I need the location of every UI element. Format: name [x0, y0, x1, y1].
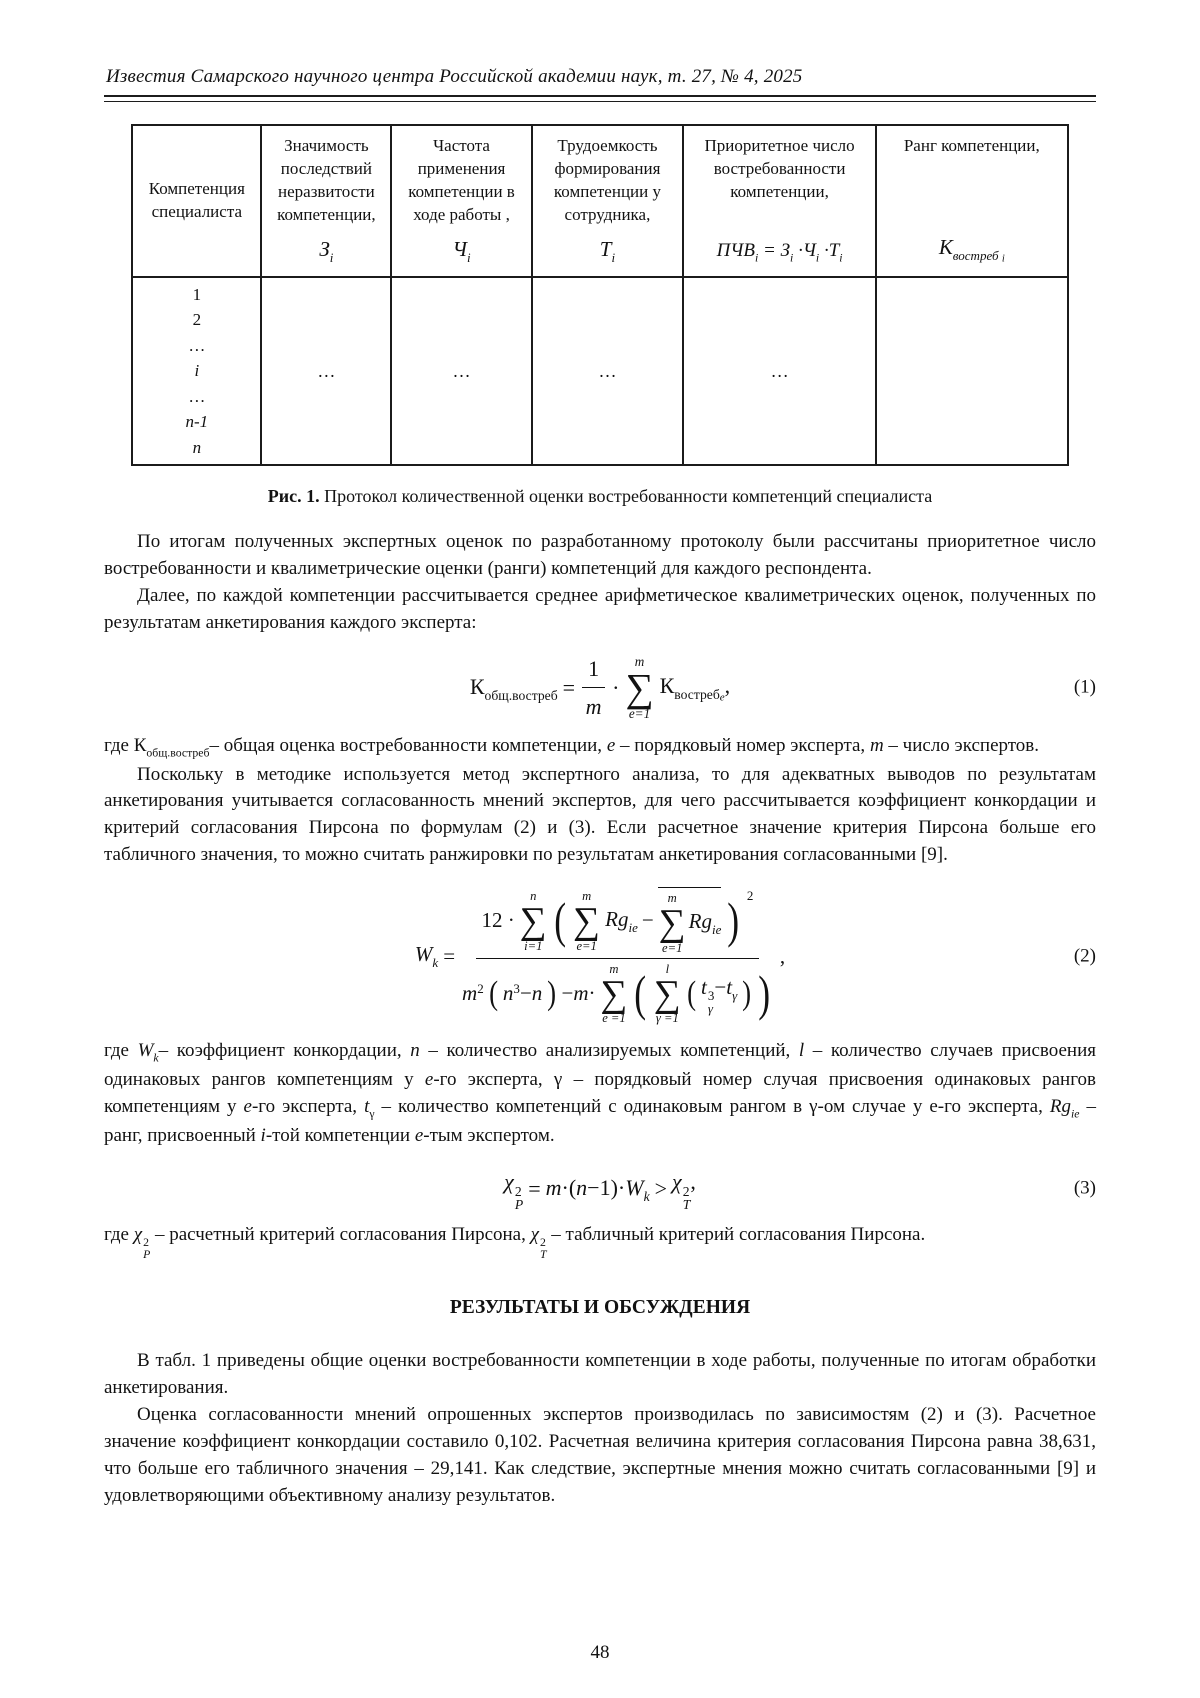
sum-operator: m ∑ e=1 — [658, 891, 686, 955]
text-segment: t — [364, 1095, 370, 1117]
article-body — [104, 529, 1096, 1510]
col-header-symbol — [600, 227, 615, 266]
text-segment: ПЧВ — [716, 239, 755, 261]
col-header-rank — [876, 125, 1068, 277]
text-segment: i — [790, 251, 794, 265]
figure-caption-text: Протокол количественной оценки востребованности компетенций специалиста — [319, 486, 933, 507]
text-segment: i — [260, 1124, 266, 1146]
col-header-priority-number — [683, 125, 876, 277]
math-token: m — [585, 694, 602, 720]
col-header-label: Трудоемкость формирования компетенции у сотрудника, — [553, 136, 661, 224]
text-segment: е — [414, 1124, 424, 1146]
equation-3 — [104, 1166, 1096, 1212]
text-segment: – коэффициент конкордации, — [158, 1039, 411, 1061]
index-line — [133, 333, 260, 359]
eq2-numerator — [476, 887, 760, 959]
text-segment: … — [188, 386, 206, 406]
text-segment: i — [1001, 252, 1005, 264]
text-segment: e — [243, 1095, 252, 1117]
cell-dots: … — [261, 277, 391, 465]
col-header-label: Ранг компетенции, — [903, 136, 1040, 155]
text-segment: 1 — [192, 284, 202, 304]
col-header-symbol — [319, 227, 333, 266]
text-segment: i — [194, 361, 200, 381]
col-header-labor — [532, 125, 684, 277]
text-segment: m — [869, 734, 884, 756]
text-segment: З — [780, 239, 791, 261]
left-paren: ( — [686, 974, 696, 1012]
fig1-protocol-table — [131, 124, 1068, 466]
para-where-eq3 — [104, 1222, 1096, 1260]
math-token: = — [443, 943, 456, 968]
cell-dots: … — [391, 277, 531, 465]
col-header-symbol — [452, 227, 470, 266]
para-average-calc: Далее, по каждой компетенции рассчитывается среднее арифметическое квалиметрических оценок, полученных по результатам анкетирования каждого эксперта: — [104, 585, 1096, 634]
mean-overbar-group — [658, 887, 722, 955]
text-segment: n — [410, 1039, 420, 1061]
equation-number: (2) — [1073, 945, 1096, 967]
text-segment: i — [611, 249, 616, 265]
math-token: 12 · — [481, 908, 515, 933]
text-segment: где — [104, 1039, 138, 1061]
col-header-frequency — [391, 125, 531, 277]
para-table1-ref: В табл. 1 приведены общие оценки востребованности компетенции в ходе работы, полученные по итогам обработки анкетирования. — [104, 1349, 1096, 1398]
math-token: − — [641, 908, 654, 933]
text-segment: 2 T — [539, 1235, 547, 1261]
cell-index-column — [132, 277, 261, 465]
header-rule — [104, 95, 1096, 102]
fraction — [462, 887, 773, 1025]
text-segment: – общая оценка востребованности компетенции, — [209, 734, 607, 756]
index-line — [133, 282, 260, 308]
math-token: $m^2$ — [462, 980, 484, 1006]
text-segment: χ — [530, 1223, 539, 1245]
text-segment: -го эксперта, — [251, 1095, 365, 1117]
text-segment: – табличный критерий согласования Пирсона. — [546, 1223, 926, 1245]
text-segment: e — [424, 1068, 434, 1090]
math-token: = — [562, 675, 576, 701]
sum-operator: l ∑ γ =1 — [653, 962, 681, 1026]
math-token: −m· — [561, 981, 596, 1006]
sum-operator: m ∑ e=1 — [625, 654, 654, 721]
text-segment: востреб — [952, 247, 1002, 263]
math-token: $m\cdot(n-1)\cdot W_k$ — [545, 1174, 650, 1204]
left-paren: ( — [488, 974, 498, 1012]
equation-number: (3) — [1073, 1177, 1096, 1199]
eq1-lhs: $К_{общ.востреб}$ — [469, 673, 558, 703]
right-paren: ) — [742, 974, 752, 1012]
text-segment: = — [758, 239, 781, 261]
text-segment: n — [192, 437, 202, 457]
text-segment: l — [798, 1039, 805, 1061]
text-segment: – порядковый номер эксперта, — [615, 734, 870, 756]
cell-empty — [876, 277, 1068, 465]
text-segment: · — [793, 239, 803, 261]
text-segment: З — [319, 236, 330, 261]
equation-2 — [104, 887, 1096, 1025]
text-segment: – ранг, присвоенный — [104, 1095, 1096, 1146]
left-paren: ( — [554, 893, 566, 949]
eq1-rhs: $К_{востребe}$, — [659, 672, 731, 704]
text-segment: γ — [369, 1107, 375, 1121]
index-line — [133, 409, 260, 435]
col-header-symbol — [939, 225, 1005, 267]
text-segment: n-1 — [185, 412, 209, 432]
figure-caption-label: Рис. 1. — [267, 486, 320, 507]
index-line — [133, 307, 260, 333]
sum-operator: m ∑ e =1 — [600, 962, 628, 1026]
text-segment: где К — [104, 734, 147, 756]
text-segment: … — [188, 335, 206, 355]
section-heading-results: РЕЗУЛЬТАТЫ И ОБСУЖДЕНИЯ — [449, 1297, 751, 1319]
table-header-row — [132, 125, 1067, 277]
page-number: 48 — [590, 1642, 610, 1663]
eq2-denominator — [462, 959, 773, 1026]
text-segment: Rg — [1049, 1095, 1071, 1117]
para-protocol-results: По итогам полученных экспертных оценок по разработанному протоколу были рассчитаны приоритетное число востребованности и квалиметрические оценки (ранги) компетенций для каждого респондента. — [104, 531, 1096, 580]
col-header-label: Значимость последствий неразвитости компетенции, — [277, 136, 376, 224]
para-where-eq1 — [104, 733, 1096, 762]
text-segment: где — [104, 1223, 134, 1245]
right-paren: ) — [727, 893, 740, 949]
text-segment: Ч — [802, 239, 816, 261]
equation-1 — [104, 653, 1096, 722]
col-header-competency — [132, 125, 261, 277]
text-segment: T — [828, 239, 840, 261]
text-segment: – расчетный критерий согласования Пирсона, — [150, 1223, 531, 1245]
col-header-significance — [261, 125, 391, 277]
math-token: χ 2 T , — [672, 1168, 696, 1213]
text-segment: – число экспертов. — [883, 734, 1040, 756]
table-body-row — [132, 277, 1067, 465]
math-token: χ 2 P — [504, 1168, 524, 1213]
sum-operator: m ∑ e=1 — [573, 889, 601, 953]
text-segment: W — [137, 1039, 154, 1061]
text-segment: T — [599, 236, 612, 261]
text-segment: e — [606, 734, 616, 756]
text-segment: i — [466, 249, 471, 265]
text-segment: -тым экспертом. — [423, 1124, 555, 1146]
math-token: , — [779, 943, 786, 968]
equation-number: (1) — [1073, 676, 1096, 698]
text-segment: -той компетенции — [265, 1124, 415, 1146]
left-paren: ( — [634, 965, 647, 1021]
text-segment: – количество анализируемых компетенций, — [419, 1039, 799, 1061]
math-token: = — [528, 1176, 541, 1202]
math-token: 1 — [588, 656, 600, 682]
text-segment: k — [153, 1051, 159, 1065]
cell-dots: … — [683, 277, 876, 465]
index-line — [133, 435, 260, 461]
figure-caption — [104, 486, 1096, 507]
text-segment: – количество компетенций с одинаковым рангом в γ-ом случае у е-го эксперта, — [374, 1095, 1050, 1117]
right-paren: ) — [547, 974, 557, 1012]
text-segment: i — [815, 251, 820, 265]
math-token: $Rg_{ie}$ — [688, 909, 722, 937]
para-concordance-values: Оценка согласованности мнений опрошенных экспертов производилась по зависимостям (2) и (3). Расчетное значение коэффициент конкордации составило 0,102. Расчетная величина критерия согласования Пирсона равна 38,631, что больше его табличного значения – 29,141. Как следствие, экспертные мнения можно считать согласованными [9] и удовлетворяющими объективному анализу результатов. — [104, 1403, 1096, 1506]
text-segment: Ч — [452, 236, 467, 261]
index-line — [133, 358, 260, 384]
text-segment: -го эксперта, γ – порядковый номер случая присвоения одинаковых рангов компетенциям у — [104, 1068, 1096, 1117]
math-token: $Rg_{ie}$ — [605, 907, 638, 935]
para-concordance: Поскольку в методике используется метод экспертного анализа, то для адекватных выводов по результатам анкетирования учитывается согласованность мнений экспертов, для чего рассчитывается коэффициент конкордации и критерий согласования Пирсона по формулам (2) и (3). Если расчетное значение критерия Пирсона больше его табличного значения, то можно считать ранжировки по результатам анкетирования согласованными [9]. — [104, 763, 1096, 866]
math-token: t 3 γ $-t_\gamma$ — [701, 974, 738, 1017]
text-segment: · — [819, 239, 829, 261]
text-segment: ie — [1070, 1107, 1080, 1121]
text-segment: i — [755, 251, 759, 265]
math-token: > — [654, 1176, 668, 1202]
text-segment: i — [329, 249, 334, 265]
journal-running-header: Известия Самарского научного центра Российской академии наук, т. 27, № 4, 2025 — [106, 66, 803, 87]
col-header-formula — [717, 230, 843, 266]
text-segment: К — [938, 234, 953, 259]
text-segment: 2 P — [143, 1235, 151, 1261]
math-token: $n^3-n$ — [502, 980, 543, 1006]
col-header-label: Частота применения компетенции в ходе работы , — [408, 136, 515, 224]
text-segment: – количество случаев присвоения одинаковых рангов компетенциям у — [104, 1039, 1096, 1090]
text-segment: общ.востреб — [146, 745, 210, 759]
col-header-label: Приоритетное число востребованности компетенции, — [704, 136, 855, 201]
text-segment: χ — [133, 1223, 143, 1245]
fraction — [582, 653, 605, 722]
sum-operator: n ∑ i=1 — [519, 889, 547, 953]
text-segment: i — [839, 251, 843, 265]
right-paren: ) — [758, 965, 771, 1021]
col-header-label: Компетенция специалиста — [148, 178, 245, 221]
para-where-eq2 — [104, 1038, 1096, 1150]
math-token: 2 — [746, 888, 754, 904]
text-segment: 2 — [192, 310, 202, 330]
cell-dots: … — [532, 277, 684, 465]
eq2-lhs: $W_k$ — [414, 942, 439, 971]
math-token: · — [612, 675, 620, 701]
index-line — [133, 384, 260, 410]
